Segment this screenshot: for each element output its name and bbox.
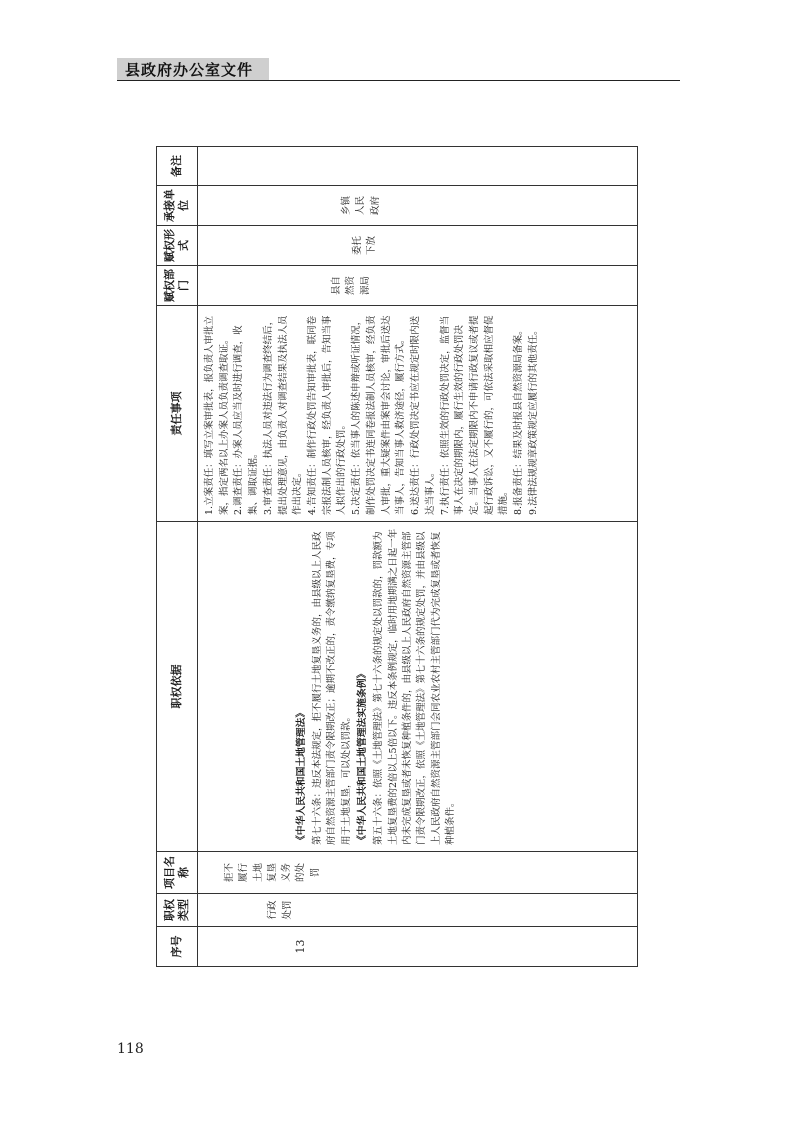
duty-item-investigation: 2.调查责任：办案人员应当及时进行调查，收集、调取证据。 bbox=[233, 325, 260, 515]
authority-table bbox=[156, 146, 638, 967]
receiving-unit-value: 乡镇人民政府 bbox=[341, 196, 381, 216]
table-header-row bbox=[157, 147, 198, 967]
duty-item-filing-record: 8.报备责任：结果及时报县自然资源局备案。 bbox=[513, 325, 525, 515]
col-header-seq: 序号 bbox=[157, 927, 198, 967]
law-title-implementing-regulation: 《中华人民共和国土地管理法实施条例》 bbox=[357, 668, 369, 845]
cell-basis bbox=[198, 522, 638, 852]
cell-unit bbox=[198, 186, 638, 226]
col-header-remark: 备注 bbox=[157, 147, 198, 186]
cell-remark bbox=[198, 147, 638, 186]
seq-value: 13 bbox=[294, 939, 307, 954]
duty-item-other: 9.法律法规规章政策规定应履行的其他责任。 bbox=[527, 325, 539, 515]
duty-item-review: 3.审查责任：执法人员对违法行为调查终结后，提出处理意见，由负责人对调查结果及执法人员作出决定。 bbox=[262, 315, 304, 515]
item-name-value: 拒不履行土地复垦义务的处罚 bbox=[224, 863, 321, 883]
duty-item-decision: 5.决定责任：依当事人的陈述申辩或听证情况，制作处罚决定书连同卷报法制人员核审，经负责人审批，重大疑案件由案审会讨论，审批后送达当事人，告知当事人救济途径，履行方式。 bbox=[351, 315, 407, 515]
duty-item-delivery: 6.送达责任：行政处罚决定书应在规定时限内送达当事人。 bbox=[410, 315, 436, 515]
cell-seq bbox=[198, 927, 638, 967]
granting-dept-value: 县自然资源局 bbox=[331, 276, 371, 296]
header-rule bbox=[117, 80, 680, 81]
col-header-form: 赋权形式 bbox=[157, 226, 198, 266]
col-header-name: 项目名称 bbox=[157, 852, 198, 894]
duty-item-execution: 7.执行责任：依照生效的行政处罚决定，监督当事人在决定的期限内，履行生效的行政处罚决定。当事人在法定期限内不申请行政复议或者提起行政诉讼，又不履行的，可依法采取相应督促措施。 bbox=[439, 315, 510, 515]
law-title-land-management: 《中华人民共和国土地管理法》 bbox=[296, 707, 307, 845]
document-header-title: 县政府办公室文件 bbox=[125, 61, 254, 79]
granting-form-value: 委托下放 bbox=[352, 236, 378, 256]
col-header-basis: 职权依据 bbox=[157, 522, 198, 852]
table-row bbox=[198, 147, 638, 967]
duty-item-notification: 4.告知责任：制作行政处罚告知审批表，联同卷宗报法制人员核审，经负责人审批后，告知当事人拟作出的行政处罚。 bbox=[307, 315, 348, 515]
rotated-table-wrapper bbox=[156, 147, 638, 967]
cell-type bbox=[198, 894, 638, 927]
col-header-dept: 赋权部门 bbox=[157, 266, 198, 306]
authority-type-value: 行政处罚 bbox=[267, 900, 293, 920]
col-header-unit: 承接单位 bbox=[157, 186, 198, 226]
col-header-duty: 责任事项 bbox=[157, 306, 198, 522]
page-number: 118 bbox=[117, 1041, 144, 1057]
col-header-type: 职权类型 bbox=[157, 894, 198, 927]
duty-item-filing: 1.立案责任：填写立案审批表，报负责人审批立案，指定两名以上办案人员负责调查取证。 bbox=[204, 315, 230, 515]
cell-name bbox=[198, 852, 638, 894]
cell-form bbox=[198, 226, 638, 266]
cell-dept bbox=[198, 266, 638, 306]
cell-duty bbox=[198, 306, 638, 522]
law-text-article-56: 第五十六条：依照《土地管理法》第七十六条的规定处以罚款的，罚款额为土地复垦费的2倍以上5倍以下。违反本条例规定，临时用地期满之日起一年内未完成复垦或者未恢复种植条件的，由县级以上人民政府自然资源主管部门责令限期改正，依照《土地管理法》第七十六条的规定处罚，并由县级以上人民政府自然资源主管部门会同农业农村主管部门代为完成复垦或者恢复种植条件。 bbox=[373, 528, 457, 845]
law-text-article-76: 第七十六条：违反本法规定，拒不履行土地复垦义务的，由县级以上人民政府自然资源主管部门责令限期改正；逾期不改正的，责令缴纳复垦费，专项用于土地复垦，可以处以罚款。 bbox=[311, 531, 352, 845]
